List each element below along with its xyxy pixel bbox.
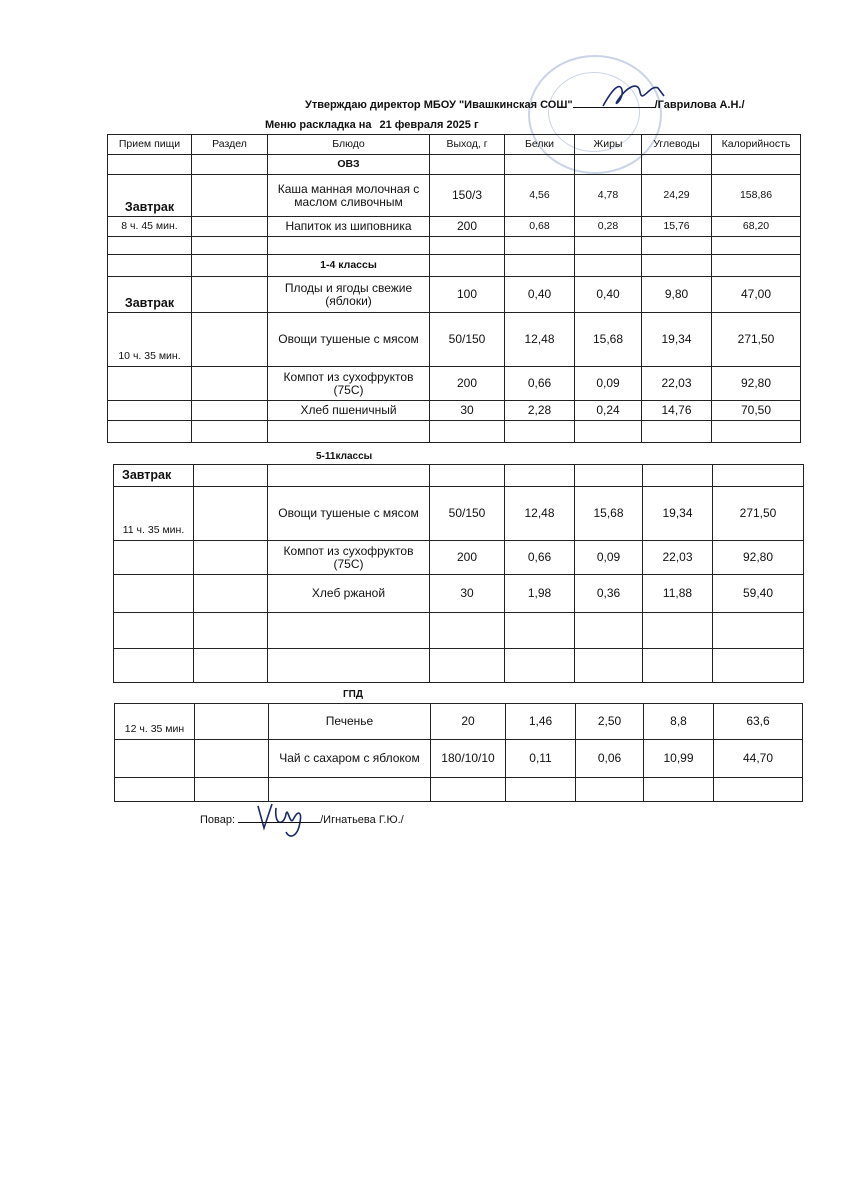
dish-output: 30 [430,575,505,613]
table-row [108,217,801,237]
dish-output: 30 [430,401,505,421]
table-row [108,367,801,401]
dish-carbs: 19,34 [642,313,712,367]
menu-table-main [107,134,801,443]
dish-fats: 0,28 [575,217,642,237]
dish-calories: 47,00 [712,277,801,313]
menu-date: 21 февраля 2025 г [379,119,479,131]
column-header: Калорийность [712,135,801,155]
dish-fats: 0,40 [575,277,642,313]
dish-calories: 271,50 [713,487,804,541]
table-row [108,175,801,217]
dish-proteins: 2,28 [505,401,575,421]
dish-calories: 68,20 [712,217,801,237]
empty-row [114,613,804,649]
table-row [115,740,803,778]
dish-fats: 15,68 [575,487,643,541]
dish-output: 100 [430,277,505,313]
section-label-gpd: ГПД [343,689,363,700]
dish-calories: 59,40 [713,575,804,613]
dish-output: 150/3 [430,175,505,217]
dish-name: Плоды и ягоды свежие (яблоки) [268,277,430,313]
dish-carbs: 11,88 [643,575,713,613]
meal-name: Завтрак [108,175,192,217]
section-label-ovz: ОВЗ [268,155,430,175]
column-header: Раздел [192,135,268,155]
dish-proteins: 1,46 [506,704,576,740]
dish-name: Овощи тушеные с мясом [268,487,430,541]
dish-fats: 0,36 [575,575,643,613]
empty-row [108,237,801,255]
meal-time: 8 ч. 45 мин. [108,217,192,237]
dish-proteins: 12,48 [505,487,575,541]
cook-signature-line [200,812,404,826]
column-header: Жиры [575,135,642,155]
dish-carbs: 22,03 [643,541,713,575]
dish-name: Каша манная молочная с маслом сливочным [268,175,430,217]
menu-table-gpd [114,703,803,802]
dish-fats: 0,09 [575,541,643,575]
dish-name: Хлеб пшеничный [268,401,430,421]
dish-fats: 0,24 [575,401,642,421]
dish-fats: 0,06 [576,740,644,778]
approval-line [305,97,745,111]
dish-carbs: 9,80 [642,277,712,313]
cook-name: /Игнатьева Г.Ю./ [320,814,404,826]
cook-signature-blank [238,812,320,823]
column-header: Блюдо [268,135,430,155]
dish-carbs: 8,8 [644,704,714,740]
empty-row [115,778,803,802]
dish-calories: 44,70 [714,740,803,778]
section-row-ovz [108,155,801,175]
table-row [108,277,801,313]
meal-time: 11 ч. 35 мин. [114,487,194,541]
table-row [114,541,804,575]
approval-text: Утверждаю директор МБОУ "Ивашкинская СОШ" [305,99,573,111]
dish-fats: 0,09 [575,367,642,401]
dish-calories: 92,80 [713,541,804,575]
dish-proteins: 0,40 [505,277,575,313]
dish-proteins: 0,66 [505,367,575,401]
dish-calories: 271,50 [712,313,801,367]
section-label-5-11: 5-11классы [316,451,373,462]
dish-output: 20 [431,704,506,740]
dish-output: 180/10/10 [431,740,506,778]
table-row [108,313,801,367]
dish-output: 50/150 [430,487,505,541]
menu-table-5-11 [113,464,804,683]
dish-fats: 15,68 [575,313,642,367]
dish-output: 200 [430,541,505,575]
column-header: Углеводы [642,135,712,155]
dish-proteins: 1,98 [505,575,575,613]
dish-calories: 70,50 [712,401,801,421]
table-row [115,704,803,740]
dish-proteins: 12,48 [505,313,575,367]
dish-carbs: 14,76 [642,401,712,421]
dish-name: Чай с сахаром с яблоком [269,740,431,778]
meal-time: 12 ч. 35 мин [115,704,195,740]
section-label-1-4: 1-4 классы [268,255,430,277]
table-row [114,575,804,613]
dish-name: Компот из сухофруктов (75С) [268,367,430,401]
meal-name: Завтрак [114,465,194,487]
dish-proteins: 0,66 [505,541,575,575]
dish-carbs: 15,76 [642,217,712,237]
signature-blank [573,97,655,108]
dish-name: Хлеб ржаной [268,575,430,613]
column-header: Белки [505,135,575,155]
table-row [114,465,804,487]
dish-fats: 2,50 [576,704,644,740]
dish-name: Компот из сухофруктов (75С) [268,541,430,575]
empty-row [108,421,801,443]
dish-name: Овощи тушеные с мясом [268,313,430,367]
dish-calories: 92,80 [712,367,801,401]
dish-carbs: 19,34 [643,487,713,541]
column-header-row [108,135,801,155]
dish-carbs: 22,03 [642,367,712,401]
dish-proteins: 4,56 [505,175,575,217]
meal-time: 10 ч. 35 мин. [108,313,192,367]
dish-proteins: 0,11 [506,740,576,778]
table-row [114,487,804,541]
dish-calories: 158,86 [712,175,801,217]
dish-carbs: 24,29 [642,175,712,217]
dish-proteins: 0,68 [505,217,575,237]
dish-calories: 63,6 [714,704,803,740]
dish-carbs: 10,99 [644,740,714,778]
menu-title-line [265,119,479,131]
menu-title: Меню раскладка на [265,119,372,131]
empty-row [114,649,804,683]
cook-label: Повар: [200,814,236,826]
dish-output: 200 [430,367,505,401]
meal-name: Завтрак [108,277,192,313]
dish-name: Напиток из шиповника [268,217,430,237]
dish-output: 50/150 [430,313,505,367]
column-header: Прием пищи [108,135,192,155]
director-name: /Гаврилова А.Н./ [654,99,745,111]
dish-output: 200 [430,217,505,237]
table-row [108,401,801,421]
dish-fats: 4,78 [575,175,642,217]
dish-name: Печенье [269,704,431,740]
section-row-1-4 [108,255,801,277]
column-header: Выход, г [430,135,505,155]
